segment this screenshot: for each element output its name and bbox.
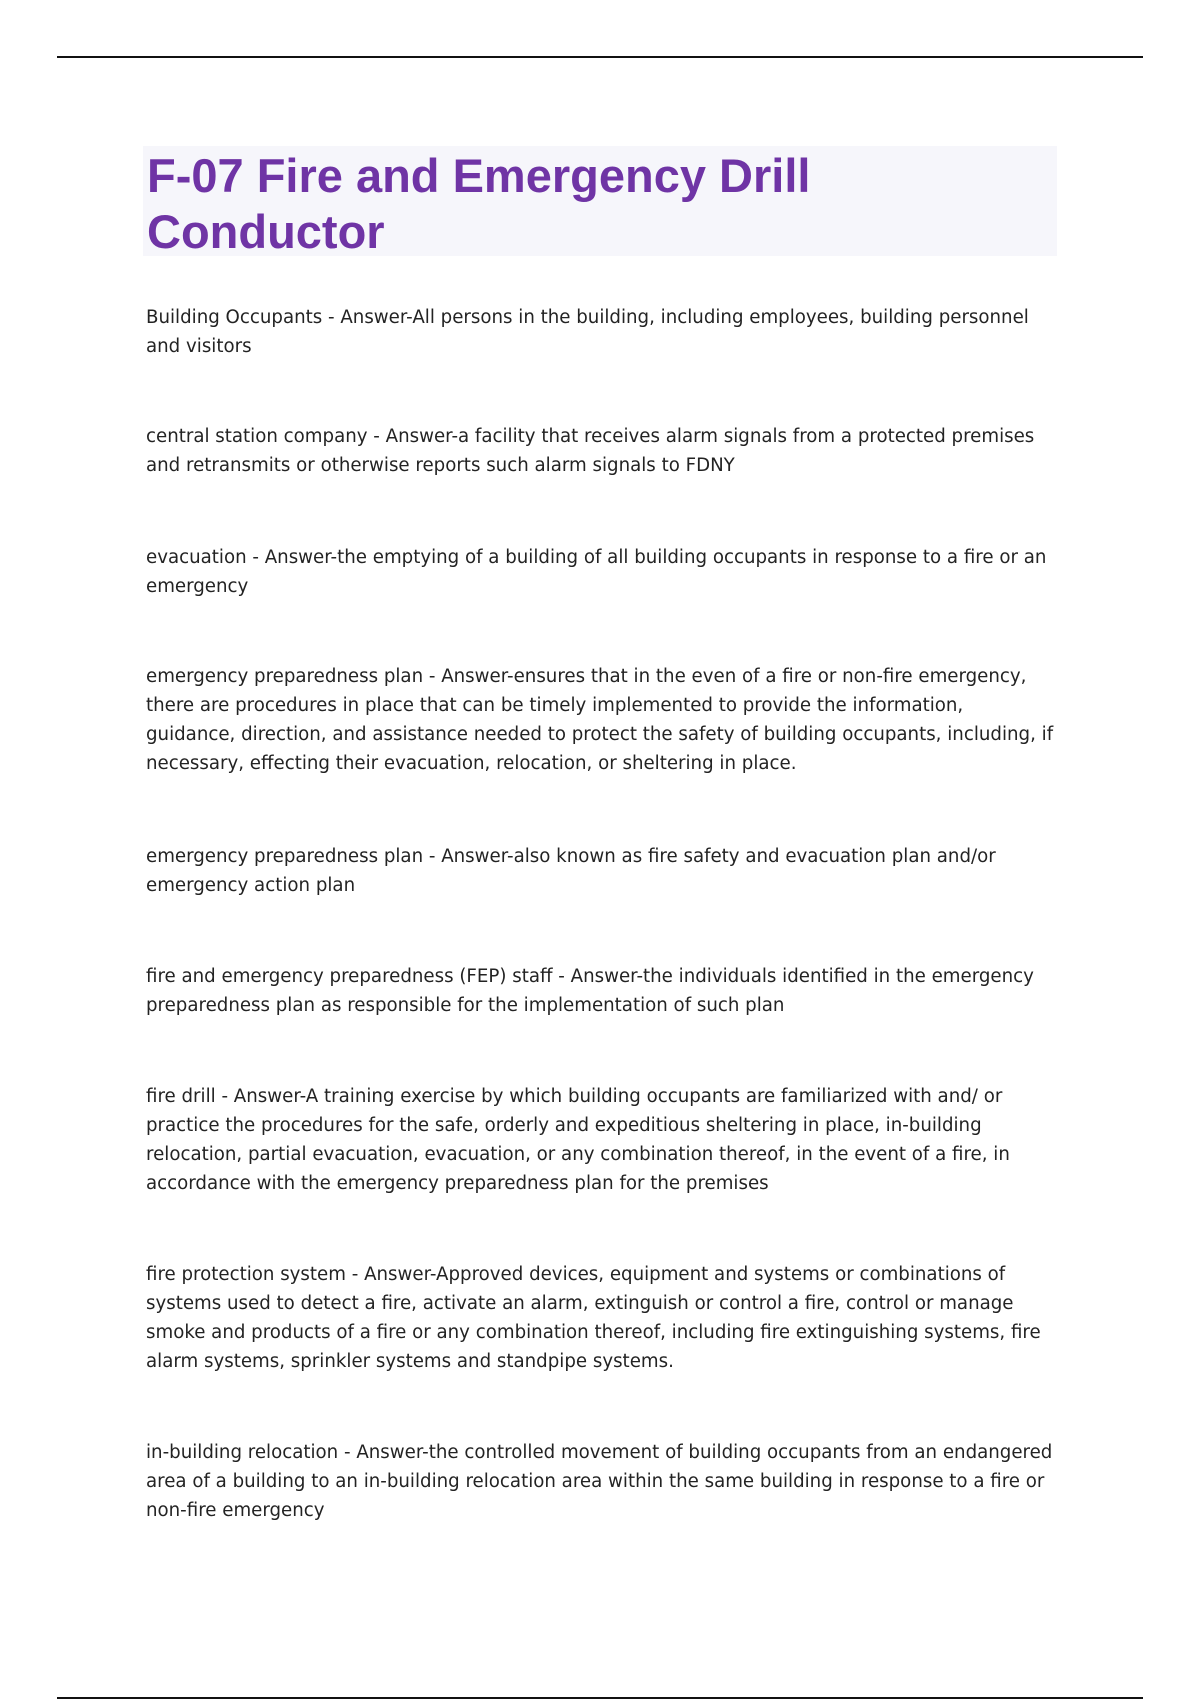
flashcard-entry: fire drill - Answer-A training exercise by which building occupants are familiarized with and/ or practice the procedures for the safe, orderly and expeditious sheltering in place, in-building relocation, partial evacuation, evacuation, or any combination thereof, in the event of a fire, in accordance with the emergency preparedness plan for the premises — [146, 1086, 1010, 1194]
flashcard-entry: fire protection system - Answer-Approved devices, equipment and systems or combinations of systems used to detect a fire, activate an alarm, extinguish or control a fire, control or manage smoke and products of a fire or any combination thereof, including fire extinguishing systems, fire alarm systems, sprinkler systems and standpipe systems. — [146, 1264, 1041, 1372]
flashcard-entry: central station company - Answer-a facility that receives alarm signals from a protected premises and retransmits or otherwise reports such alarm signals to FDNY — [146, 426, 1035, 476]
flashcard-entry: emergency preparedness plan - Answer-also known as fire safety and evacuation plan and/or emergency action plan — [146, 846, 996, 896]
flashcard-entry: fire and emergency preparedness (FEP) staff - Answer-the individuals identified in the emergency preparedness plan as responsible for the implementation of such plan — [146, 966, 1034, 1016]
title-banner — [143, 146, 1057, 256]
flashcard-entry: in-building relocation - Answer-the controlled movement of building occupants from an endangered area of a building to an in-building relocation area within the same building in response to a fire or non-fire emergency — [146, 1442, 1053, 1521]
flashcard-entry: Building Occupants - Answer-All persons in the building, including employees, building personnel and visitors — [146, 307, 1029, 357]
flashcard-entry: evacuation - Answer-the emptying of a building of all building occupants in response to a fire or an emergency — [146, 547, 1047, 597]
flashcard-entry: emergency preparedness plan - Answer-ensures that in the even of a fire or non-fire emergency, there are procedures in place that can be timely implemented to provide the information, guidance, direction, and assistance needed to protect the safety of building occupants, including, if necessary, effecting their evacuation, relocation, or sheltering in place. — [146, 666, 1054, 774]
page-title: F-07 Fire and Emergency Drill Conductor — [147, 149, 811, 258]
top-rule — [57, 56, 1143, 58]
bottom-rule — [57, 1697, 1143, 1699]
